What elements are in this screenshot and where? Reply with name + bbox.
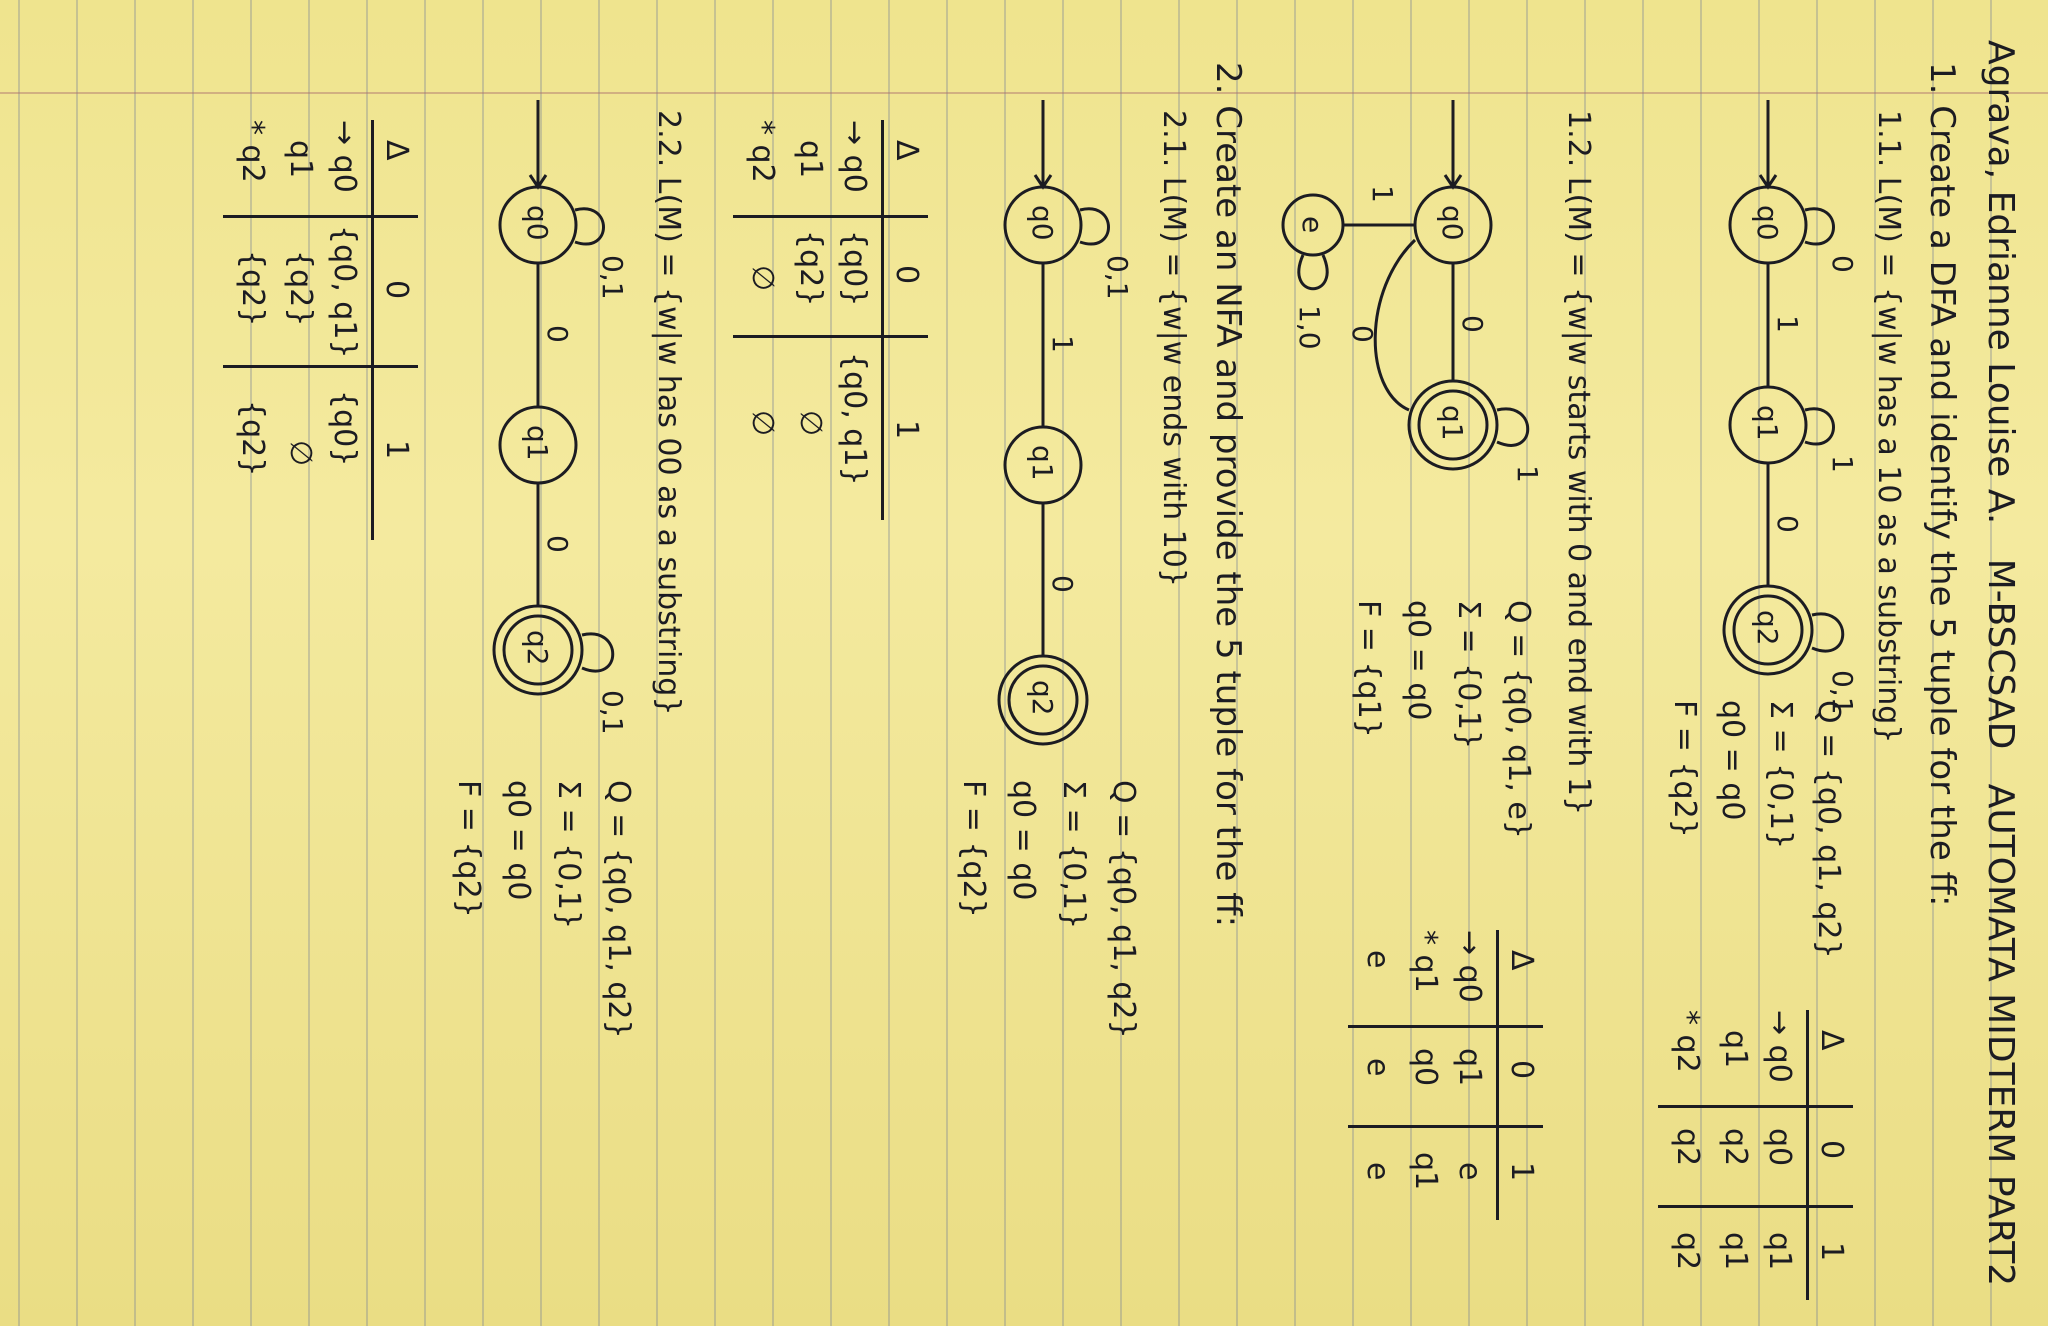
q22-table-header-1: 1 (379, 440, 414, 460)
q21-row1-on0: {q2} (793, 230, 828, 307)
q11-edge-q1-q2-label: 0 (1771, 515, 1804, 533)
q12-row0-on0: q1 (1452, 1048, 1487, 1087)
q22-row2-on1: {q2} (235, 400, 270, 477)
q22-state-q1-label: q1 (521, 425, 554, 461)
q11-tuple-sigma: Σ = {0,1} (1763, 700, 1798, 850)
q22-loop-q2 (582, 634, 613, 671)
q21-label: 2.1. L(M) = {w|w ends with 10} (1156, 110, 1191, 587)
q11-tuple-Q: Q = {q0, q1, q2} (1811, 700, 1846, 959)
q12-row1-on0: q0 (1408, 1048, 1443, 1087)
part1-heading: 1. Create a DFA and identify the 5 tuple for the ff: (1922, 62, 1962, 907)
q12-label: 1.2. L(M) = {w|w starts with 0 and end with 1} (1561, 110, 1596, 816)
q12-loop-e (1299, 255, 1327, 289)
q12-loop-e-label: 1,0 (1293, 305, 1326, 350)
q22-row1-on1: ∅ (283, 440, 318, 467)
q12-row0-on1: e (1452, 1162, 1487, 1181)
q11-loop-q0-label: 0 (1826, 255, 1859, 273)
q11-row1-state: q1 (1718, 1030, 1753, 1069)
q21-transition-table (728, 120, 928, 540)
q22-loop-q0-label: 0,1 (596, 255, 629, 300)
q11-label: 1.1. L(M) = {w|w has a 10 as a substring} (1871, 110, 1906, 744)
q22-edge-q0-q1-label: 0 (541, 325, 574, 343)
q21-nfa-diagram (968, 90, 1138, 850)
q12-tuple-final: F = {q1} (1351, 600, 1386, 738)
q21-state-q2-label: q2 (1026, 680, 1059, 716)
q22-tuple-final: F = {q2} (451, 780, 486, 918)
q12-state-q1-label: q1 (1436, 405, 1469, 441)
q11-loop-q1-label: 1 (1826, 455, 1859, 473)
q21-row1-on1: ∅ (793, 410, 828, 437)
q11-row1-on0: q2 (1718, 1128, 1753, 1167)
q21-row0-on0: {q0} (837, 230, 872, 307)
q11-row1-on1: q1 (1718, 1232, 1753, 1271)
q21-table-header-0: 0 (889, 265, 924, 285)
q22-tuple-start: q0 = q0 (501, 780, 536, 901)
q12-edge-q0-e-label: 1 (1366, 185, 1399, 203)
q22-table-header-0: 0 (379, 280, 414, 300)
header-line (1980, 40, 2020, 1286)
q12-edge-q0-q1-label: 0 (1456, 315, 1489, 333)
q21-table-header-delta: Δ (889, 140, 924, 161)
q21-state-q0-label: q0 (1026, 205, 1059, 241)
q12-loop-q1-label: 1 (1511, 465, 1544, 483)
q22-state-q2-label: q2 (521, 630, 554, 666)
q12-tuple-start: q0 = q0 (1401, 600, 1436, 721)
q11-tuple-start: q0 = q0 (1715, 700, 1750, 821)
q12-tuple-sigma: Σ = {0,1} (1451, 600, 1486, 750)
q22-row0-state: → q0 (327, 120, 362, 193)
q12-row0-state: → q0 (1452, 930, 1487, 1003)
q11-row2-on0: q2 (1670, 1128, 1705, 1167)
q22-row2-on0: {q2} (235, 250, 270, 327)
q21-tuple-Q: Q = {q0, q1, q2} (1106, 780, 1141, 1039)
student-name: Agrava, Edrianne Louise A. (1980, 40, 2021, 525)
q21-edge-q1-q2-label: 0 (1046, 575, 1079, 593)
q21-state-q1-label: q1 (1026, 445, 1059, 481)
q11-state-q0-label: q0 (1751, 205, 1784, 241)
q11-row0-on1: q1 (1762, 1232, 1797, 1271)
q11-row0-state: → q0 (1762, 1010, 1797, 1083)
q12-state-q0-label: q0 (1436, 205, 1469, 241)
q11-transition-table (1653, 1010, 1853, 1310)
q11-state-q1-label: q1 (1751, 405, 1784, 441)
q22-tuple-sigma: Σ = {0,1} (551, 780, 586, 930)
q11-tuple-final: F = {q2} (1667, 700, 1702, 838)
q12-state-e-label: e (1296, 216, 1329, 234)
q22-edge-q1-q2-label: 0 (541, 535, 574, 553)
q21-tuple-sigma: Σ = {0,1} (1056, 780, 1091, 930)
q21-loop-q0-label: 0,1 (1101, 255, 1134, 300)
q22-loop-q2-label: 0,1 (596, 690, 629, 735)
q11-loop-q1 (1805, 409, 1834, 444)
q11-table-header-0: 0 (1814, 1140, 1849, 1160)
q22-table-header-delta: Δ (379, 140, 414, 161)
q12-table-header-0: 0 (1504, 1060, 1539, 1080)
q21-row0-state: → q0 (837, 120, 872, 193)
q22-loop-q0 (575, 209, 604, 244)
q12-tuple-Q: Q = {q0, q1, e} (1501, 600, 1536, 839)
q21-row2-on1: ∅ (745, 410, 780, 437)
q22-state-q0-label: q0 (521, 205, 554, 241)
q11-loop-q2 (1812, 614, 1843, 651)
q22-row2-state: * q2 (235, 120, 270, 183)
q11-table-header-1: 1 (1814, 1242, 1849, 1262)
q11-table-header-delta: Δ (1814, 1030, 1849, 1051)
q22-row0-on0: {q0, q1} (327, 225, 362, 359)
q12-edge-q1-q0-label: 0 (1346, 325, 1379, 343)
q21-row0-on1: {q0, q1} (837, 352, 872, 486)
q21-tuple-start: q0 = q0 (1006, 780, 1041, 901)
q11-row2-state: * q2 (1670, 1010, 1705, 1073)
q21-row2-state: * q2 (745, 120, 780, 183)
q11-loop-q0 (1805, 209, 1834, 244)
q12-table-header-1: 1 (1504, 1162, 1539, 1182)
q22-transition-table (218, 120, 418, 580)
q12-table-header-delta: Δ (1504, 950, 1539, 971)
q11-state-q2-label: q2 (1751, 610, 1784, 646)
q22-tuple-Q: Q = {q0, q1, q2} (601, 780, 636, 1039)
q11-row0-on0: q0 (1762, 1128, 1797, 1167)
q11-edge-q0-q1-label: 1 (1771, 315, 1804, 333)
exam-title: AUTOMATA MIDTERM PART2 (1980, 783, 2021, 1287)
q12-loop-q1 (1497, 409, 1528, 446)
q12-dfa-diagram (1268, 90, 1548, 650)
q11-row2-on1: q2 (1670, 1232, 1705, 1271)
q22-row1-state: q1 (283, 140, 318, 179)
q12-transition-table (1343, 930, 1543, 1230)
q12-row2-state: e (1360, 950, 1395, 969)
q21-table-header-1: 1 (889, 420, 924, 440)
q21-tuple-final: F = {q2} (956, 780, 991, 918)
q12-row2-on1: e (1360, 1162, 1395, 1181)
q12-row1-on1: q1 (1408, 1152, 1443, 1191)
q21-edge-q0-q1-label: 1 (1046, 335, 1079, 353)
q21-row1-state: q1 (793, 140, 828, 179)
q22-nfa-diagram (463, 90, 633, 850)
q22-row0-on1: {q0} (327, 390, 362, 467)
q11-loop-q2-label: 0,1 (1826, 670, 1859, 715)
q12-row2-on0: e (1360, 1058, 1395, 1077)
q22-row1-on0: {q2} (283, 250, 318, 327)
q12-row1-state: * q1 (1408, 930, 1443, 993)
part2-heading: 2. Create an NFA and provide the 5 tuple for the ff: (1208, 62, 1248, 928)
course-code: M-BSCSAD (1980, 558, 2021, 750)
q21-loop-q0 (1080, 209, 1109, 244)
q21-row2-on0: ∅ (745, 265, 780, 292)
q12-edge-q1-q0 (1375, 240, 1415, 410)
q22-label: 2.2. L(M) = {w|w has 00 as a substring} (651, 110, 686, 716)
